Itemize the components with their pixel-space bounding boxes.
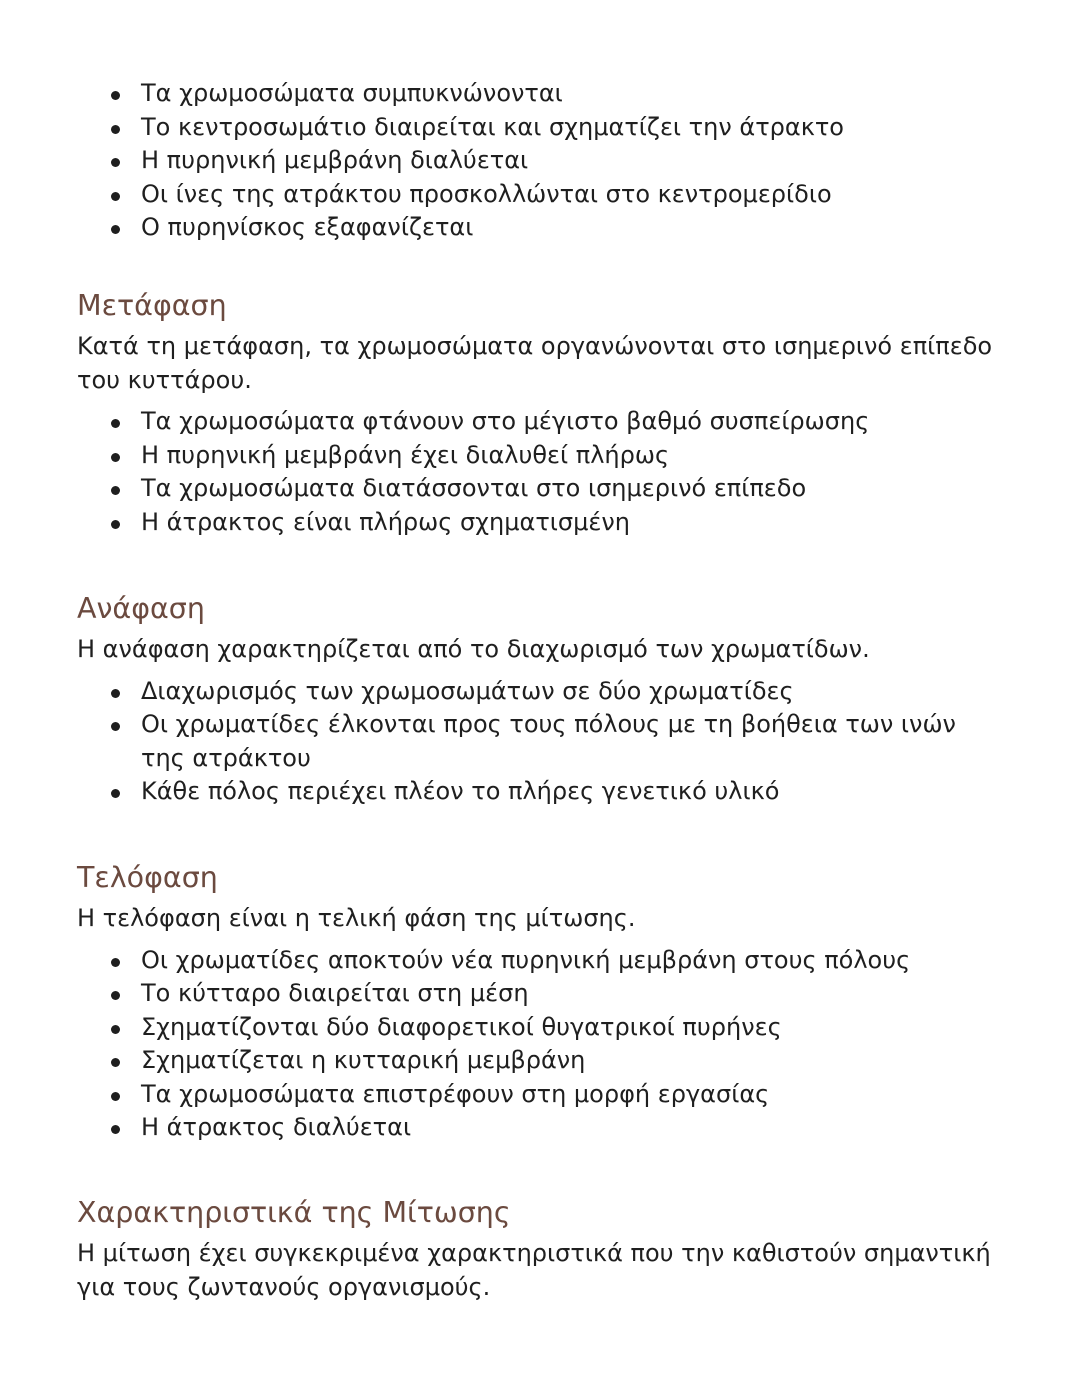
list-item: Οι χρωματίδες αποκτούν νέα πυρηνική μεμβράνη στους πόλους	[0, 944, 1080, 978]
list-item: Τα χρωμοσώματα φτάνουν στο μέγιστο βαθμό συσπείρωσης	[0, 405, 1080, 439]
bullet-icon	[111, 1092, 120, 1101]
bullet-icon	[111, 225, 120, 234]
list-item: Οι χρωματίδες έλκονται προς τους πόλους με τη βοήθεια των ινών της ατράκτου	[0, 708, 1080, 775]
list-item: Η άτρακτος είναι πλήρως σχηματισμένη	[0, 506, 1080, 540]
list-item: Σχηματίζονται δύο διαφορετικοί θυγατρικοί πυρήνες	[0, 1011, 1080, 1045]
list-item: Η πυρηνική μεμβράνη έχει διαλυθεί πλήρως	[0, 439, 1080, 473]
section-heading: Χαρακτηριστικά της Μίτωσης	[77, 1196, 511, 1229]
section-metaphase	[0, 286, 1080, 539]
section-paragraph: Η μίτωση έχει συγκεκριμένα χαρακτηριστικά που την καθιστούν σημαντική για τους ζωντανούς οργανισμούς.	[77, 1239, 991, 1301]
list-item: Η άτρακτος διαλύεται	[0, 1111, 1080, 1145]
bullet-icon	[111, 91, 120, 100]
section-heading: Μετάφαση	[77, 289, 227, 322]
list-item: Κάθε πόλος περιέχει πλέον το πλήρες γενετικό υλικό	[0, 775, 1080, 809]
bullet-icon	[111, 520, 120, 529]
list-item: Σχηματίζεται η κυτταρική μεμβράνη	[0, 1044, 1080, 1078]
bullet-icon	[111, 789, 120, 798]
bullet-icon	[111, 1025, 120, 1034]
section-anaphase	[0, 589, 1080, 809]
section-paragraph: Κατά τη μετάφαση, τα χρωμοσώματα οργανώνονται στο ισημερινό επίπεδο του κυττάρου.	[77, 332, 993, 394]
list-item: Διαχωρισμός των χρωμοσωμάτων σε δύο χρωματίδες	[0, 675, 1080, 709]
list-item: Το κύτταρο διαιρείται στη μέση	[0, 977, 1080, 1011]
list-item: Τα χρωμοσώματα διατάσσονται στο ισημερινό επίπεδο	[0, 472, 1080, 506]
section-paragraph: Η ανάφαση χαρακτηρίζεται από το διαχωρισμό των χρωματίδων.	[77, 635, 870, 663]
list-item: Τα χρωμοσώματα συμπυκνώνονται	[0, 77, 1080, 111]
section-bullet-list	[0, 944, 1080, 1145]
section-bullet-list	[0, 675, 1080, 809]
section-characteristics	[0, 1193, 1080, 1304]
section-bullet-list	[0, 405, 1080, 539]
bullet-icon	[111, 486, 120, 495]
bullet-icon	[111, 1058, 120, 1067]
prophase-bullet-list	[0, 77, 1080, 245]
section-paragraph: Η τελόφαση είναι η τελική φάση της μίτωσης.	[77, 904, 636, 932]
bullet-icon	[111, 689, 120, 698]
section-heading: Ανάφαση	[77, 592, 205, 625]
bullet-icon	[111, 991, 120, 1000]
list-item: Οι ίνες της ατράκτου προσκολλώνται στο κεντρομερίδιο	[0, 178, 1080, 212]
list-item: Το κεντροσωμάτιο διαιρείται και σχηματίζει την άτρακτο	[0, 111, 1080, 145]
bullet-icon	[111, 453, 120, 462]
bullet-icon	[111, 958, 120, 967]
list-item: Ο πυρηνίσκος εξαφανίζεται	[0, 211, 1080, 245]
section-telophase	[0, 858, 1080, 1145]
list-item: Η πυρηνική μεμβράνη διαλύεται	[0, 144, 1080, 178]
bullet-icon	[111, 125, 120, 134]
bullet-icon	[111, 1125, 120, 1134]
bullet-icon	[111, 158, 120, 167]
bullet-icon	[111, 722, 120, 731]
bullet-icon	[111, 192, 120, 201]
list-item: Τα χρωμοσώματα επιστρέφουν στη μορφή εργασίας	[0, 1078, 1080, 1112]
prophase-list-block	[0, 77, 1080, 245]
bullet-icon	[111, 419, 120, 428]
section-heading: Τελόφαση	[77, 861, 218, 894]
